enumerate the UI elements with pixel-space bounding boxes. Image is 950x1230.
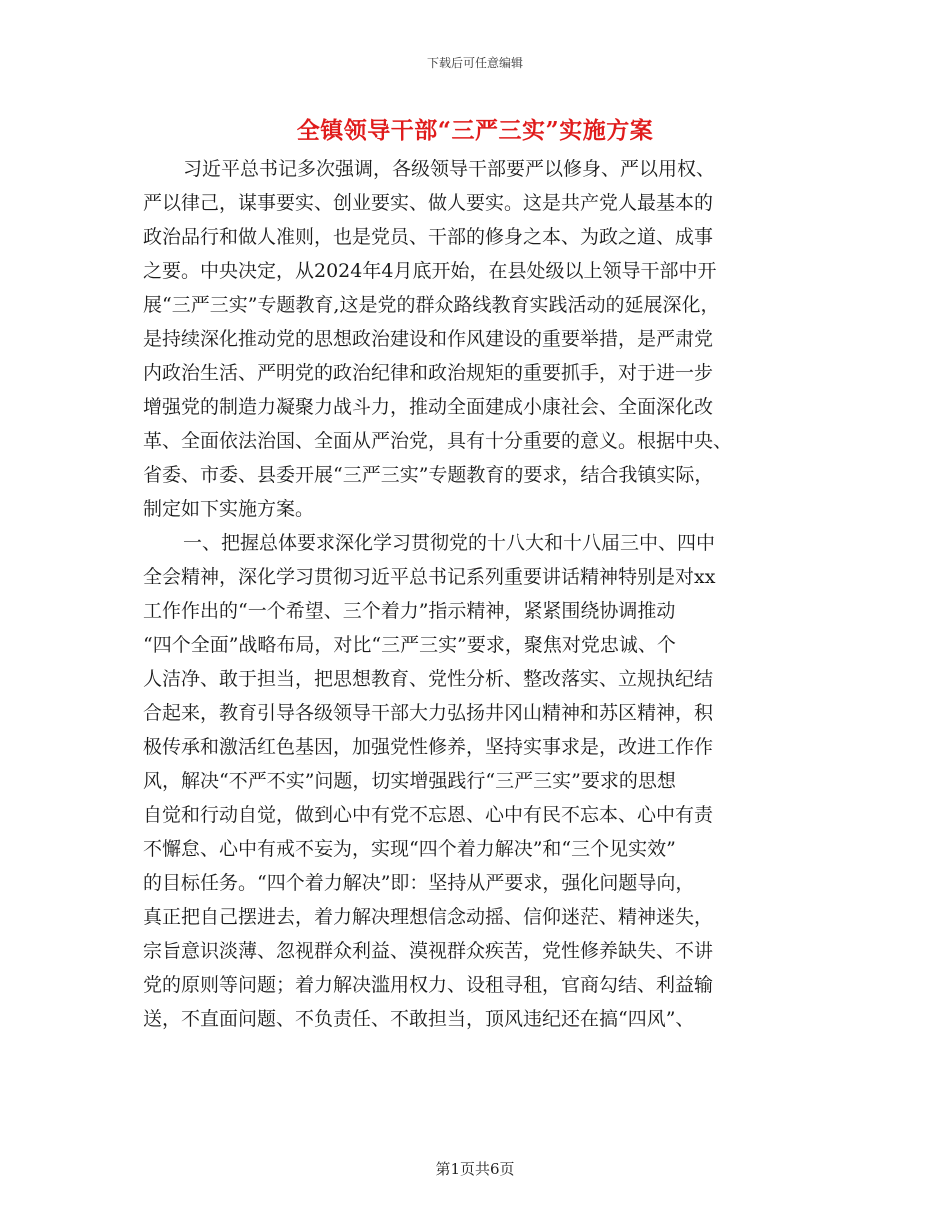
body-line: 极传承和激活红色基因，加强党性修养，坚持实事求是，改进工作作 xyxy=(143,736,714,758)
body-line: 严以律己，谋事要实、创业要实、做人要实。这是共产党人最基本的 xyxy=(143,192,714,214)
body-line: 人洁净、敢于担当，把思想教育、党性分析、整改落实、立规执纪结 xyxy=(143,668,714,690)
body-line: 制定如下实施方案。 xyxy=(143,498,315,520)
body-line: 宗旨意识淡薄、忽视群众利益、漠视群众疾苦，党性修养缺失、不讲 xyxy=(143,940,714,962)
body-line: 政治品行和做人准则，也是党员、干部的修身之本、为政之道、成事 xyxy=(143,226,714,248)
body-line: 习近平总书记多次强调，各级领导干部要严以修身、严以用权、 xyxy=(183,158,716,180)
body-line: 工作作出的“一个希望、三个着力”指示精神，紧紧围绕协调推动 xyxy=(143,600,676,622)
body-line: 不懈怠、心中有戒不妄为，实现“四个着力解决”和“三个见实效” xyxy=(143,838,676,860)
body-line: “四个全面”战略布局，对比“三严三实”要求，聚焦对党忠诚、个 xyxy=(143,634,676,656)
body-line: 真正把自己摆进去，着力解决理想信念动摇、信仰迷茫、精神迷失， xyxy=(143,906,714,928)
document-title: 全镇领导干部“三严三实”实施方案 xyxy=(296,117,654,144)
body-line: 省委、市委、县委开展“三严三实”专题教育的要求，结合我镇实际， xyxy=(143,464,714,486)
body-line: 自觉和行动自觉，做到心中有党不忘恩、心中有民不忘本、心中有责 xyxy=(143,804,714,826)
body-line: 是持续深化推动党的思想政治建设和作风建设的重要举措，是严肃党 xyxy=(143,328,714,350)
body-line: 全会精神，深化学习贯彻习近平总书记系列重要讲话精神特别是对xx xyxy=(143,566,716,588)
body-line: 送，不直面问题、不负责任、不敢担当，顶风违纪还在搞“四风”、 xyxy=(143,1008,695,1030)
body-line: 党的原则等问题；着力解决滥用权力、设租寻租，官商勾结、利益输 xyxy=(143,974,714,996)
page-footer: 第1页共6页 xyxy=(435,1160,515,1178)
header-note: 下载后可任意编辑 xyxy=(426,56,523,70)
body-line: 合起来，教育引导各级领导干部大力弘扬井冈山精神和苏区精神，积 xyxy=(143,702,714,724)
document-body xyxy=(143,152,811,1036)
body-line: 增强党的制造力凝聚力战斗力，推动全面建成小康社会、全面深化改 xyxy=(143,396,714,418)
body-line: 内政治生活、严明党的政治纪律和政治规矩的重要抓手，对于进一步 xyxy=(143,362,714,384)
body-line: 一、把握总体要求深化学习贯彻党的十八大和十八届三中、四中 xyxy=(183,532,716,554)
body-line: 之要。中央决定，从2024年4月底开始，在县处级以上领导干部中开 xyxy=(143,260,717,282)
body-line: 的目标任务。“四个着力解决”即：坚持从严要求，强化问题导向， xyxy=(143,872,695,894)
body-line: 革、全面依法治国、全面从严治党，具有十分重要的意义。根据中央、 xyxy=(143,430,733,452)
body-line: 展“三严三实”专题教育,这是党的群众路线教育实践活动的延展深化， xyxy=(143,294,720,316)
body-line: 风，解决“不严不实”问题，切实增强践行“三严三实”要求的思想 xyxy=(143,770,676,792)
